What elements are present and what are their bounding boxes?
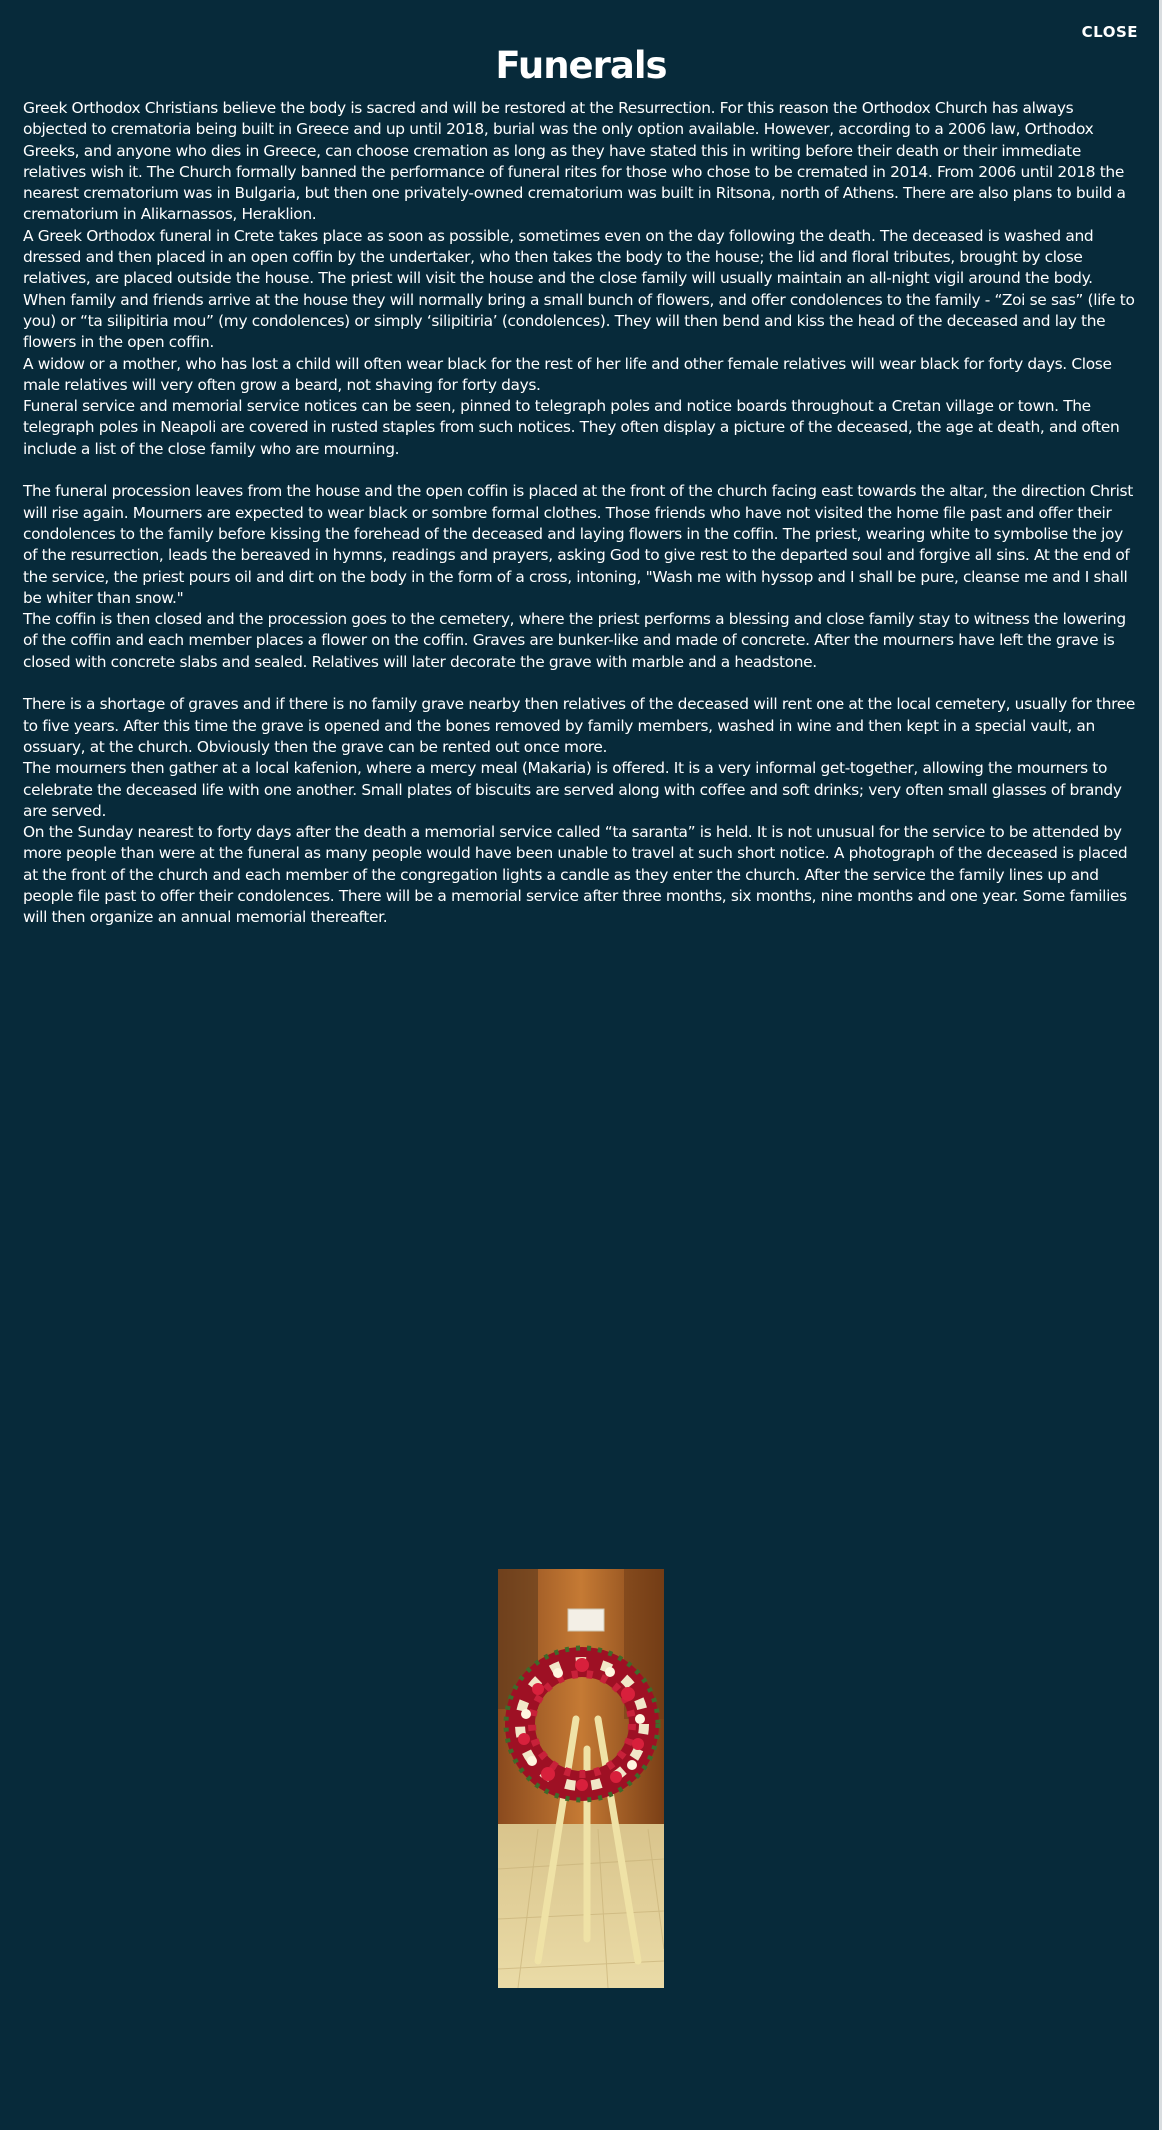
- article-paragraph: Funeral service and memorial service notices can be seen, pinned to telegraph poles and notice boards throughout a Cretan village or town. The telegraph poles in Neapoli are covered in rusted staples from such notices. They often display a picture of the deceased, the age at death, and often include a list of the close family who are mourning.: [23, 397, 1120, 458]
- article-body: [23, 98, 1139, 929]
- page-title: Funerals: [495, 44, 667, 87]
- article-paragraph: Greek Orthodox Christians believe the body is sacred and will be restored at the Resurrection. For this reason the Orthodox Church has always objected to crematoria being built in Greece and up until 2018, burial was the only option available. However, according to a 2006 law, Orthodox Greeks, and anyone who dies in Greece, can choose cremation as long as they have stated this in writing before their death or their immediate relatives wish it. The Church formally banned the performance of funeral rites for those who chose to be cremated in 2014. From 2006 until 2018 the nearest crematorium was in Bulgaria, but then one privately-owned crematorium was built in Ritsona, north of Athens. There are also plans to build a crematorium in Alikarnassos, Heraklion.: [23, 99, 1126, 224]
- article-paragraph: A widow or a mother, who has lost a child will often wear black for the rest of her life and other female relatives will wear black for forty days. Close male relatives will very often grow a beard, not shaving for forty days.: [23, 354, 1112, 394]
- article-paragraph: On the Sunday nearest to forty days after the death a memorial service called “ta saranta” is held. It is not unusual for the service to be attended by more people than were at the funeral as many people would have been unable to travel at such short notice. A photograph of the deceased is placed at the front of the church and each member of the congregation lights a candle as they enter the church. After the service the family lines up and people file past to offer their condolences. There will be a memorial service after three months, six months, nine months and one year. Some families will then organize an annual memorial thereafter.: [23, 823, 1128, 927]
- article-paragraph: A Greek Orthodox funeral in Crete takes place as soon as possible, sometimes even on the day following the death. The deceased is washed and dressed and then placed in an open coffin by the undertaker, who then takes the body to the house; the lid and floral tributes, brought by close relatives, are placed outside the house. The priest will visit the house and the close family will usually maintain an all-night vigil around the body. When family and friends arrive at the house they will normally bring a small bunch of flowers, and offer condolences to the family - “Zoi se sas” (life to you) or “ta silipitiria mou” (my condolences) or simply ‘silipitiria’ (condolences). They will then bend and kiss the head of the deceased and lay the flowers in the open coffin.: [23, 226, 1135, 352]
- article-paragraph: The mourners then gather at a local kafenion, where a mercy meal (Makaria) is offered. It is a very informal get-together, allowing the mourners to celebrate the deceased life with one another. Small plates of biscuits are served along with coffee and soft drinks; very often small glasses of brandy are served.: [23, 759, 1122, 820]
- article-paragraph: The coffin is then closed and the procession goes to the cemetery, where the priest performs a blessing and close family stay to witness the lowering of the coffin and each member places a flower on the coffin. Graves are bunker-like and made of concrete. After the mourners have left the grave is closed with concrete slabs and sealed. Relatives will later decorate the grave with marble and a headstone.: [23, 610, 1126, 671]
- wreath-photo: [498, 1569, 664, 1988]
- article-paragraph: The funeral procession leaves from the house and the open coffin is placed at the front of the church facing east towards the altar, the direction Christ will rise again. Mourners are expected to wear black or sombre formal clothes. Those friends who have not visited the home file past and offer their condolences to the family before kissing the forehead of the deceased and laying flowers in the coffin. The priest, wearing white to symbolise the joy of the resurrection, leads the bereaved in hymns, readings and prayers, asking God to give rest to the departed soul and forgive all sins. At the end of the service, the priest pours oil and dirt on the body in the form of a cross, intoning, "Wash me with hyssop and I shall be pure, cleanse me and I shall be whiter than snow.": [23, 482, 1133, 607]
- close-button[interactable]: CLOSE: [1081, 23, 1138, 41]
- article-paragraph: There is a shortage of graves and if there is no family grave nearby then relatives of the deceased will rent one at the local cemetery, usually for three to five years. After this time the grave is opened and the bones removed by family members, washed in wine and then kept in a special vault, an ossuary, at the church. Obviously then the grave can be rented out once more.: [23, 695, 1136, 756]
